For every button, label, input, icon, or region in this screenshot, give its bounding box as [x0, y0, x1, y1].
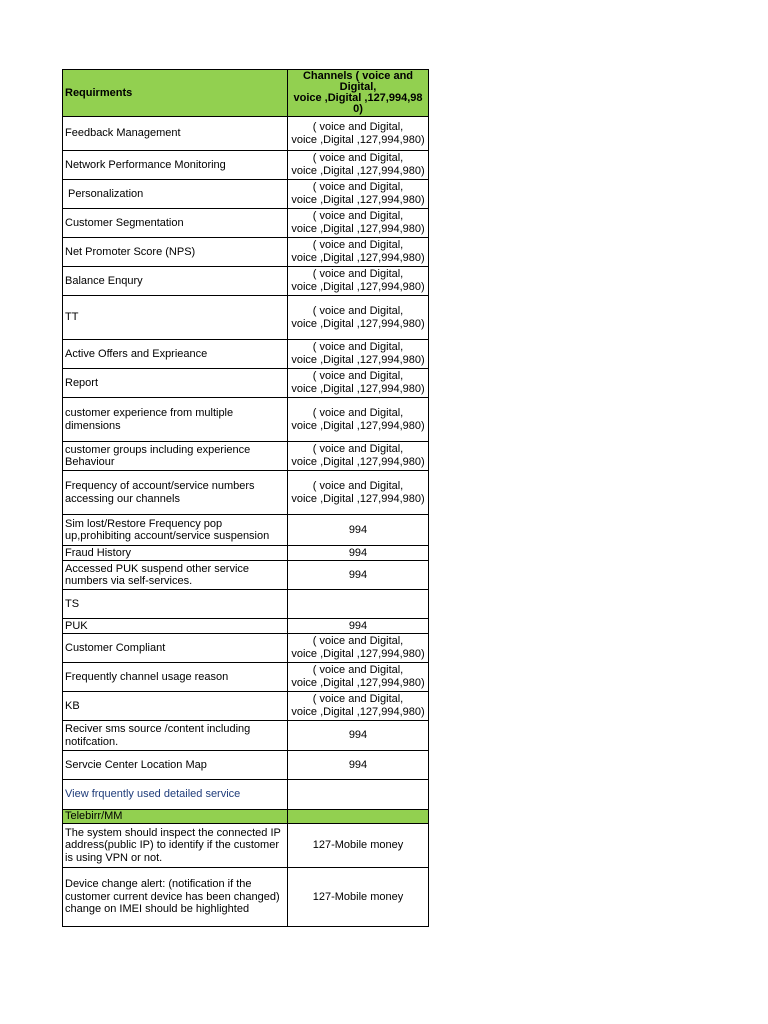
channel-line: ( voice and Digital, — [312, 406, 404, 419]
table-row — [63, 619, 429, 634]
table-row — [63, 471, 429, 515]
table-row — [63, 780, 429, 810]
channel-cell — [288, 180, 429, 209]
table-row — [63, 209, 429, 238]
requirement-cell: PUK — [63, 619, 288, 634]
channels-header-line: voice ,Digital ,127,994,98 — [293, 92, 423, 104]
requirement-cell: Personalization — [63, 180, 288, 209]
channel-cell — [288, 780, 429, 810]
channel-cell — [288, 692, 429, 721]
channel-line: ( voice and Digital, — [312, 443, 404, 455]
table-row — [63, 238, 429, 267]
channels-header — [288, 70, 429, 117]
channel-line: ( voice and Digital, — [312, 664, 404, 676]
channel-line: voice ,Digital ,127,994,980) — [291, 456, 425, 468]
channel-line: voice ,Digital ,127,994,980) — [291, 419, 425, 432]
table-row — [63, 515, 429, 546]
channel-cell — [288, 663, 429, 692]
channel-line: ( voice and Digital, — [312, 635, 404, 647]
channel-cell — [288, 634, 429, 663]
requirement-cell: Network Performance Monitoring — [63, 151, 288, 180]
channels-header-line: Channels ( voice and — [302, 70, 414, 82]
channel-line: ( voice and Digital, — [312, 370, 404, 382]
table-row — [63, 180, 429, 209]
channel-line: voice ,Digital ,127,994,980) — [291, 354, 425, 366]
channel-cell — [288, 442, 429, 471]
channel-line: voice ,Digital ,127,994,980) — [291, 281, 425, 293]
channel-cell: 994 — [288, 546, 429, 561]
table-row — [63, 340, 429, 369]
channels-header-line: 0) — [353, 103, 363, 115]
channel-line: voice ,Digital ,127,994,980) — [291, 252, 425, 264]
requirement-cell: Reciver sms source /content including notifcation. — [63, 721, 288, 751]
channel-cell: 994 — [288, 619, 429, 634]
channel-cell — [288, 267, 429, 296]
table-row — [63, 634, 429, 663]
channel-line: voice ,Digital ,127,994,980) — [291, 194, 425, 206]
channel-line: voice ,Digital ,127,994,980) — [291, 383, 425, 395]
table-row — [63, 267, 429, 296]
channel-line: ( voice and Digital, — [312, 693, 404, 705]
channel-cell: 127-Mobile money — [288, 824, 429, 868]
requirement-cell: Device change alert: (notification if the customer current device has been changed) change on IMEI should be highlighted — [63, 868, 288, 927]
requirement-cell: customer groups including experience Behaviour — [63, 442, 288, 471]
requirement-cell: View frquently used detailed service — [63, 780, 288, 810]
channel-line: voice ,Digital ,127,994,980) — [291, 492, 425, 505]
requirement-cell: Accessed PUK suspend other service numbers via self-services. — [63, 561, 288, 590]
table-row — [63, 369, 429, 398]
table-row — [63, 721, 429, 751]
table-row — [63, 561, 429, 590]
requirements-table — [62, 69, 429, 927]
table-row — [63, 546, 429, 561]
requirement-cell: TS — [63, 590, 288, 619]
channel-cell — [288, 117, 429, 151]
channel-cell: 994 — [288, 721, 429, 751]
table-row — [63, 692, 429, 721]
table-row — [63, 398, 429, 442]
channel-line: ( voice and Digital, — [312, 304, 404, 317]
channel-line: ( voice and Digital, — [312, 479, 404, 492]
channel-line: voice ,Digital ,127,994,980) — [291, 133, 425, 146]
header-row — [63, 70, 429, 117]
requirement-cell: Feedback Management — [63, 117, 288, 151]
channel-line: voice ,Digital ,127,994,980) — [291, 706, 425, 718]
section-row — [63, 810, 429, 824]
requirement-cell: Frequency of account/service numbers accessing our channels — [63, 471, 288, 515]
channel-cell — [288, 296, 429, 340]
table-row — [63, 590, 429, 619]
channel-cell: 994 — [288, 751, 429, 780]
requirement-cell: Frequently channel usage reason — [63, 663, 288, 692]
requirement-cell: Sim lost/Restore Frequency pop up,prohibiting account/service suspension — [63, 515, 288, 546]
requirement-cell: Active Offers and Exprieance — [63, 340, 288, 369]
table-row — [63, 824, 429, 868]
channel-line: ( voice and Digital, — [312, 239, 404, 251]
requirement-cell: The system should inspect the connected IP address(public IP) to identify if the customer is using VPN or not. — [63, 824, 288, 868]
channel-cell — [288, 238, 429, 267]
channel-line: voice ,Digital ,127,994,980) — [291, 317, 425, 330]
channel-line: voice ,Digital ,127,994,980) — [291, 677, 425, 689]
channel-line: ( voice and Digital, — [312, 152, 404, 164]
requirement-cell: Balance Enqury — [63, 267, 288, 296]
requirement-cell: TT — [63, 296, 288, 340]
channel-cell — [288, 369, 429, 398]
channel-cell — [288, 340, 429, 369]
requirement-cell: Report — [63, 369, 288, 398]
requirement-cell: Customer Segmentation — [63, 209, 288, 238]
channel-line: ( voice and Digital, — [312, 268, 404, 280]
channel-cell — [288, 209, 429, 238]
channel-cell: 994 — [288, 515, 429, 546]
table-row — [63, 296, 429, 340]
requirement-cell: customer experience from multiple dimensions — [63, 398, 288, 442]
table-row — [63, 151, 429, 180]
channel-cell — [288, 471, 429, 515]
requirement-cell: Fraud History — [63, 546, 288, 561]
requirement-cell: KB — [63, 692, 288, 721]
channel-cell — [288, 151, 429, 180]
channel-cell — [288, 810, 429, 824]
channel-line: ( voice and Digital, — [312, 341, 404, 353]
channel-line: ( voice and Digital, — [312, 181, 404, 193]
table-row — [63, 442, 429, 471]
channel-line: voice ,Digital ,127,994,980) — [291, 165, 425, 177]
channels-header-line: Digital, — [339, 81, 377, 93]
channel-cell: 127-Mobile money — [288, 868, 429, 927]
table-row — [63, 868, 429, 927]
requirement-cell: Servcie Center Location Map — [63, 751, 288, 780]
section-label: Telebirr/MM — [63, 810, 288, 824]
channel-cell — [288, 398, 429, 442]
channel-line: ( voice and Digital, — [312, 210, 404, 222]
requirement-cell: Customer Compliant — [63, 634, 288, 663]
requirements-header: Requirments — [63, 70, 288, 117]
channel-line: voice ,Digital ,127,994,980) — [291, 648, 425, 660]
table-row — [63, 117, 429, 151]
channel-line: voice ,Digital ,127,994,980) — [291, 223, 425, 235]
channel-line: ( voice and Digital, — [312, 120, 404, 133]
table-row — [63, 751, 429, 780]
channel-cell: 994 — [288, 561, 429, 590]
requirement-cell: Net Promoter Score (NPS) — [63, 238, 288, 267]
table-row — [63, 663, 429, 692]
channel-cell — [288, 590, 429, 619]
